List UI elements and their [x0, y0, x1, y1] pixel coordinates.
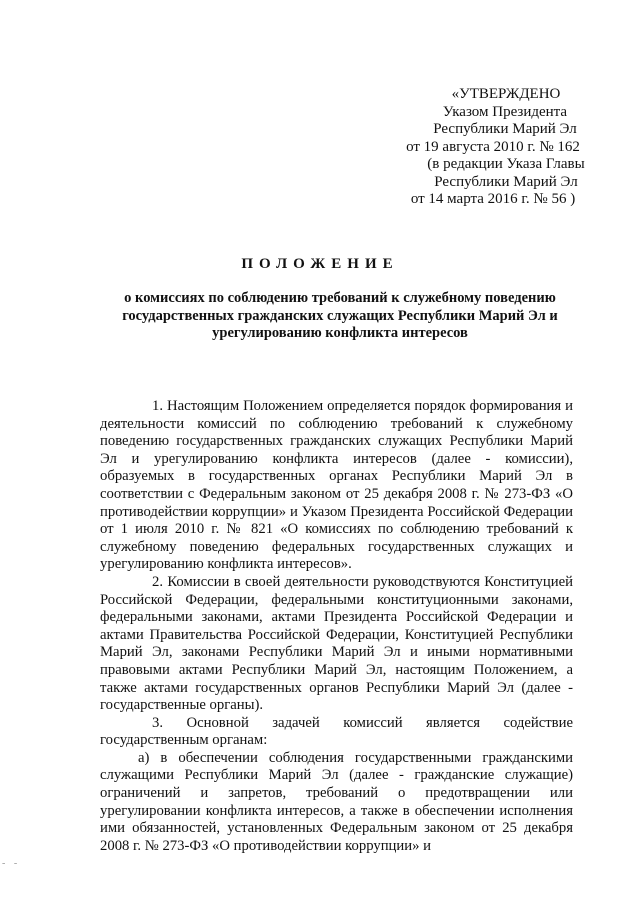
paragraph-3a: а) в обеспечении соблюдения государственными гражданскими служащими Республики Марий Эл (далее - гражданские служащие) ограничений и запретов, требований о предотвращении или урегулировании конфликта интересов, а также в обеспечении исполнения ими обязанностей, установленных Федеральным законом от 25 декабря 2008 г. № 273-ФЗ «О противодействии коррупции» и	[100, 749, 573, 854]
margin-mark: - -	[2, 858, 21, 869]
approval-line: от 19 августа 2010 г. № 162	[406, 138, 580, 155]
approval-line: «УТВЕРЖДЕНО	[451, 86, 561, 102]
paragraph-3: 3. Основной задачей комиссий является содействие государственным органам:	[100, 714, 573, 749]
approval-line: Указом Президента	[442, 103, 568, 120]
approval-stamp	[362, 86, 602, 209]
document-subtitle: о комиссиях по соблюдению требований к служебному поведению государственных гражданских служащих Республики Марий Эл и урегулированию конфликта интересов	[122, 290, 558, 341]
paragraph-1: 1. Настоящим Положением определяется порядок формирования и деятельности комиссий по соблюдению требований к служебному поведению государственных гражданских служащих Республики Марий Эл и урегулированию конфликта интересов (далее - комиссии), образуемых в государственных органах Республики Марий Эл в соответствии с Федеральным законом от 25 декабря 2008 г. № 273-ФЗ «О противодействии коррупции» и Указом Президента Российской Федерации от 1 июля 2010 г. № 821 «О комиссиях по соблюдению требований к служебному поведению федеральных государственных служащих и урегулированию конфликта интересов».	[100, 398, 573, 573]
document-title: ПОЛОЖЕНИЕ	[241, 256, 399, 272]
paragraph-2: 2. Комиссии в своей деятельности руководствуются Конституцией Российской Федерации, федеральными конституционными законами, федеральными законами, актами Президента Российской Федерации и актами Правительства Российской Федерации, Конституцией Республики Марий Эл, законами Республики Марий Эл и иными нормативными правовыми актами Республики Марий Эл, настоящим Положением, а также актами государственных органов Республики Марий Эл (далее - государственные органы).	[100, 573, 573, 714]
approval-line: от 14 марта 2016 г. № 56 )	[410, 191, 576, 207]
approval-line: Республики Марий Эл	[434, 173, 578, 190]
approval-line: (в редакции Указа Главы	[427, 156, 585, 172]
document-body	[100, 398, 573, 855]
approval-line: Республики Марий Эл	[433, 121, 577, 137]
